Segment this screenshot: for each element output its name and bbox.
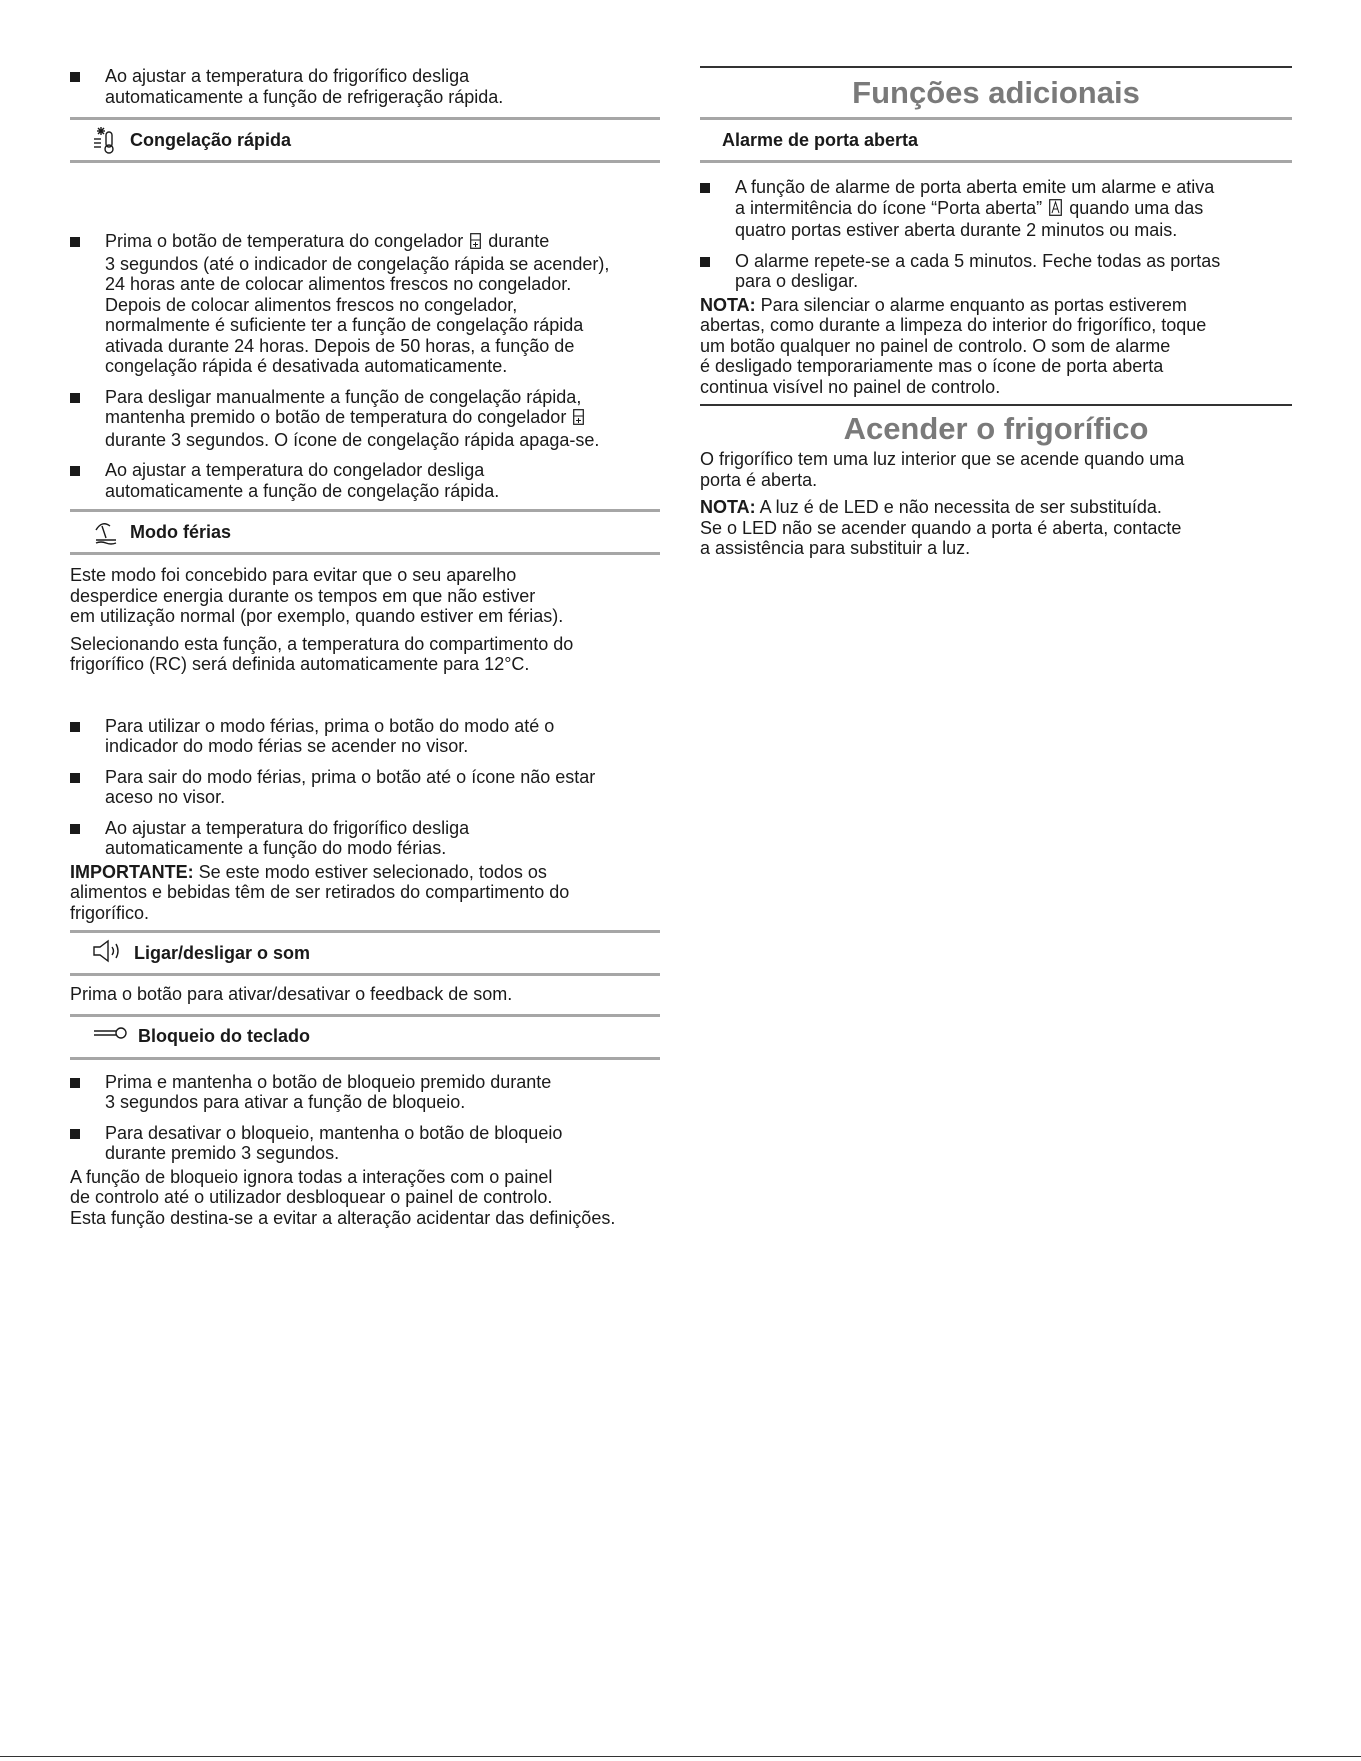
paragraph: Selecionando esta função, a temperatura do compartimento do frigorífico (RC) será definida automaticamente para 12°C.: [70, 633, 574, 674]
section-header-keylock: [70, 1014, 660, 1060]
bullet-square: [70, 466, 80, 476]
bullet-square: [70, 1078, 80, 1088]
section-title: Bloqueio do teclado: [138, 1026, 311, 1047]
bullet-square: [70, 72, 80, 82]
section-title: Modo férias: [130, 521, 232, 542]
right-column: [700, 66, 1292, 566]
open-door-icon: [1049, 199, 1062, 221]
paragraph: Prima o botão para ativar/desativar o feedback de som.: [70, 984, 513, 1004]
list-item: A função de alarme de porta aberta emite um alarme e ativa a intermitência do ícone “Porta aberta” quando uma das quatro portas estiver aberta durante 2 minutos ou mais.: [700, 177, 1292, 241]
section-header-vacation: [70, 509, 660, 555]
list-item: Ao ajustar a temperatura do frigorífico desliga automaticamente a função de refrigeração rápida.: [70, 66, 660, 107]
snowflake-thermometer-icon: [92, 126, 120, 154]
bullet-square: [70, 773, 80, 783]
list-item: Para sair do modo férias, prima o botão até o ícone não estar aceso no visor.: [70, 767, 660, 808]
section-title: Congelação rápida: [130, 129, 292, 150]
list-item: Ao ajustar a temperatura do congelador desliga automaticamente a função de congelação rápida.: [70, 460, 660, 501]
key-lock-icon: [92, 1023, 128, 1051]
bullet-square: [70, 824, 80, 834]
list-item: Prima o botão de temperatura do congelador durante 3 segundos (até o indicador de congelação rápida se acender), 24 horas ante de colocar alimentos frescos no congelador. Depois de colocar alimentos frescos no congelador, normalmente é suficiente ter a função de congelação rápida ativada durante 24 horas. Depois de 50 horas, a função de congelação rápida é desativada automaticamente.: [70, 231, 660, 377]
freezer-icon: [470, 233, 481, 254]
paragraph: A função de bloqueio ignora todas a interações com o painel de controlo até o utilizador desbloquear o painel de controlo. Esta função destina-se a evitar a alteração acidentar das definições.: [70, 1166, 616, 1228]
bullet-square: [700, 257, 710, 267]
bullet-square: [70, 1129, 80, 1139]
section-title-light: Acender o frigorífico: [843, 411, 1149, 446]
list-item: Para desativar o bloqueio, mantenha o botão de bloqueio durante premido 3 segundos.: [70, 1123, 660, 1164]
section-title: Alarme de porta aberta: [722, 129, 919, 150]
freezer-icon: [573, 409, 584, 430]
important-note: IMPORTANTE: Se este modo estiver selecionado, todos os alimentos e bebidas têm de ser retirados do compartimento do frigorífico.: [70, 861, 570, 923]
list-item: Prima e mantenha o botão de bloqueio premido durante 3 segundos para ativar a função de bloqueio.: [70, 1072, 660, 1113]
vacation-umbrella-icon: [92, 518, 120, 546]
left-column: [70, 66, 660, 1235]
list-item: Para desligar manualmente a função de congelação rápida, mantenha premido o botão de temperatura do congelador durante 3 segundos. O ícone de congelação rápida apaga-se.: [70, 387, 660, 451]
paragraph: O frigorífico tem uma luz interior que se acende quando uma porta é aberta.: [700, 449, 1185, 490]
section-header-door-alarm: [700, 117, 1292, 163]
speaker-icon: [92, 939, 124, 967]
paragraph: Este modo foi concebido para evitar que o seu aparelho desperdice energia durante os tempos em que não estiver em utilização normal (por exemplo, quando estiver em férias).: [70, 565, 564, 626]
bullet-square: [70, 393, 80, 403]
bullet-square: [70, 722, 80, 732]
bullet-square: [70, 237, 80, 247]
section-title: Ligar/desligar o som: [134, 942, 311, 963]
section-header-sound: [70, 930, 660, 976]
list-item: Para utilizar o modo férias, prima o botão do modo até o indicador do modo férias se acender no visor.: [70, 716, 660, 757]
bullet-square: [700, 183, 710, 193]
section-title-functions: Funções adicionais: [852, 75, 1140, 110]
footer-rule: [0, 1756, 1361, 1757]
note: NOTA: Para silenciar o alarme enquanto as portas estiverem abertas, como durante a limpeza do interior do frigorífico, toque um botão qualquer no painel de controlo. O som de alarme é desligado temporariamente mas o ícone de porta aberta continua visível no painel de controlo.: [700, 294, 1207, 397]
list-item: O alarme repete-se a cada 5 minutos. Feche todas as portas para o desligar.: [700, 251, 1292, 292]
list-item: Ao ajustar a temperatura do frigorífico desliga automaticamente a função do modo férias.: [70, 818, 660, 859]
note: NOTA: A luz é de LED e não necessita de ser substituída. Se o LED não se acender quando a porta é aberta, contacte a assistência para substituir a luz.: [700, 497, 1182, 558]
section-header-fast-freeze: [70, 117, 660, 163]
